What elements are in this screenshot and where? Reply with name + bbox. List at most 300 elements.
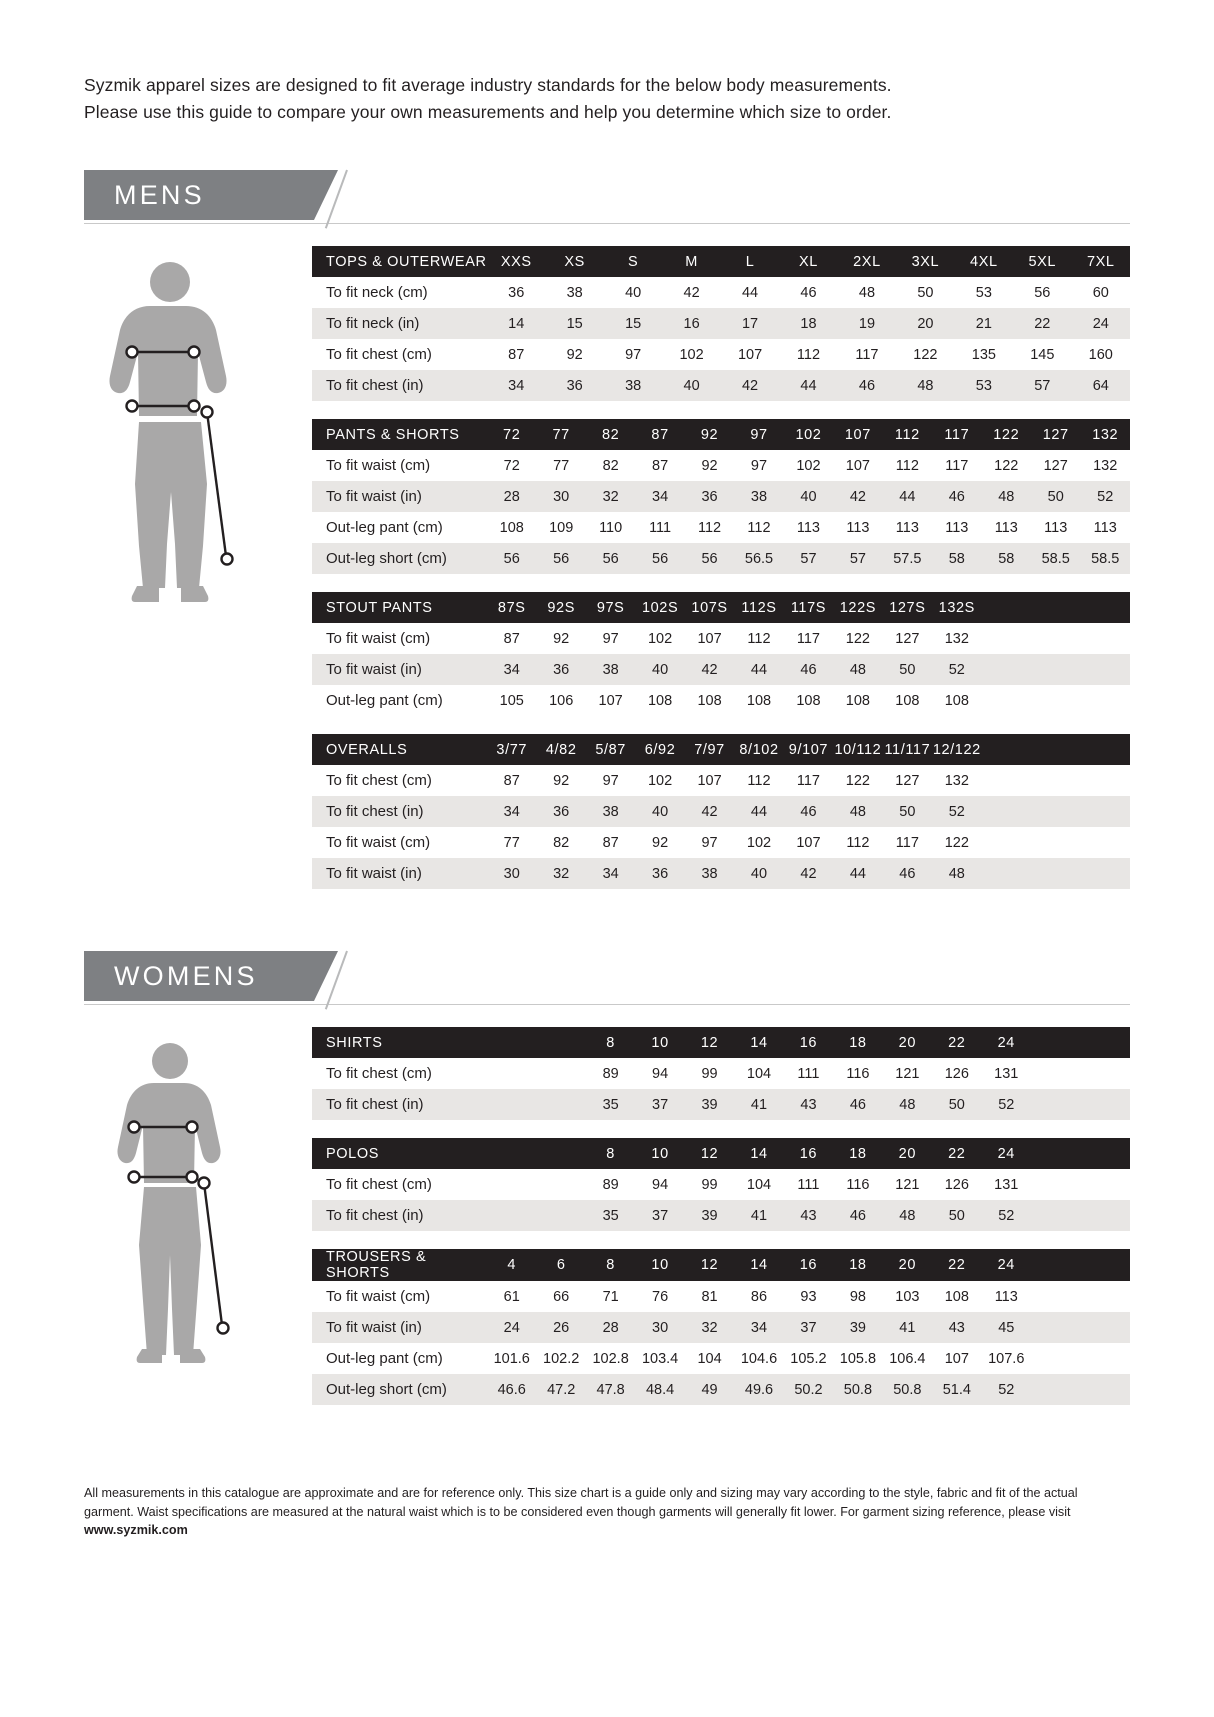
- table-trousers-shorts: [312, 1249, 1130, 1405]
- table-header-row: [312, 1138, 1130, 1169]
- column-header: 112S: [734, 592, 783, 623]
- cell: 38: [586, 654, 635, 685]
- column-header: L: [721, 246, 779, 277]
- column-header: 22: [932, 1027, 981, 1058]
- cell: 97: [586, 623, 635, 654]
- column-header-empty: [982, 734, 1031, 765]
- cell: 58.5: [1080, 543, 1130, 574]
- cell: 57: [784, 543, 833, 574]
- cell-empty: [982, 796, 1031, 827]
- cell: 117: [838, 339, 896, 370]
- cell-empty: [1031, 796, 1080, 827]
- cell: 41: [734, 1200, 783, 1231]
- cell: 57: [833, 543, 882, 574]
- row-label: To fit chest (in): [312, 796, 487, 827]
- cell: 46: [883, 858, 932, 889]
- cell: 127: [883, 765, 932, 796]
- cell: 40: [635, 654, 684, 685]
- column-header: 16: [784, 1138, 833, 1169]
- column-header: 107: [833, 419, 882, 450]
- cell-empty: [982, 685, 1031, 716]
- column-header: XXS: [487, 246, 545, 277]
- cell: 38: [604, 370, 662, 401]
- cell: 89: [586, 1169, 635, 1200]
- cell: 113: [1080, 512, 1130, 543]
- cell: 24: [487, 1312, 536, 1343]
- column-header: 7/97: [685, 734, 734, 765]
- table-stout-pants: [312, 592, 1130, 716]
- cell: 97: [734, 450, 783, 481]
- table-title: TROUSERS & SHORTS: [312, 1249, 487, 1281]
- mens-section-body: [84, 246, 1130, 907]
- column-header: 127: [1031, 419, 1080, 450]
- cell: [536, 1169, 585, 1200]
- table-row: [312, 827, 1130, 858]
- cell: 34: [487, 796, 536, 827]
- cell: 41: [734, 1089, 783, 1120]
- cell: 39: [685, 1200, 734, 1231]
- cell: 92: [685, 450, 734, 481]
- cell: 104: [734, 1058, 783, 1089]
- cell: 116: [833, 1058, 882, 1089]
- cell: 57.5: [883, 543, 932, 574]
- cell: 50.8: [833, 1374, 882, 1405]
- cell: 42: [833, 481, 882, 512]
- cell: 103: [883, 1281, 932, 1312]
- cell: 112: [734, 765, 783, 796]
- cell: 113: [833, 512, 882, 543]
- column-header: 132: [1080, 419, 1130, 450]
- cell: 48: [883, 1200, 932, 1231]
- cell: 52: [982, 1200, 1031, 1231]
- cell: 92: [536, 765, 585, 796]
- cell: 32: [586, 481, 635, 512]
- row-label: To fit waist (in): [312, 1312, 487, 1343]
- cell: 97: [586, 765, 635, 796]
- cell: 107: [833, 450, 882, 481]
- cell-empty: [1031, 685, 1080, 716]
- cell: 93: [784, 1281, 833, 1312]
- cell: 104: [734, 1169, 783, 1200]
- cell: 56: [685, 543, 734, 574]
- table-shirts: [312, 1027, 1130, 1120]
- cell: 117: [784, 623, 833, 654]
- column-header: 4: [487, 1249, 536, 1281]
- cell: 32: [536, 858, 585, 889]
- column-header: 12: [685, 1027, 734, 1058]
- cell: 108: [487, 512, 536, 543]
- table-row: [312, 858, 1130, 889]
- banner-rule: [84, 1004, 1130, 1005]
- cell: 112: [734, 623, 783, 654]
- cell: 121: [883, 1058, 932, 1089]
- cell: 50: [932, 1089, 981, 1120]
- row-label: To fit waist (in): [312, 481, 487, 512]
- cell: 48: [833, 796, 882, 827]
- column-header-empty: [1080, 1138, 1130, 1169]
- cell: 56: [536, 543, 585, 574]
- row-label: Out-leg pant (cm): [312, 685, 487, 716]
- cell: 37: [784, 1312, 833, 1343]
- cell: 105.2: [784, 1343, 833, 1374]
- cell: 122: [896, 339, 954, 370]
- cell: 56: [1013, 277, 1071, 308]
- cell: 113: [982, 512, 1031, 543]
- womens-section-body: [84, 1027, 1130, 1423]
- cell: 44: [721, 277, 779, 308]
- cell: 107.6: [982, 1343, 1031, 1374]
- cell: 38: [545, 277, 603, 308]
- table-title: SHIRTS: [312, 1027, 487, 1058]
- mens-figure: [84, 246, 304, 907]
- cell-empty: [1031, 654, 1080, 685]
- cell: 77: [487, 827, 536, 858]
- cell: 40: [784, 481, 833, 512]
- cell: 87: [487, 339, 545, 370]
- cell: 37: [635, 1200, 684, 1231]
- womens-tables: [304, 1027, 1130, 1423]
- table-header-row: [312, 419, 1130, 450]
- column-header: 8: [586, 1138, 635, 1169]
- cell: 104.6: [734, 1343, 783, 1374]
- cell: 50.8: [883, 1374, 932, 1405]
- cell: 53: [955, 370, 1013, 401]
- cell: 22: [1013, 308, 1071, 339]
- column-header: 10: [635, 1138, 684, 1169]
- cell: 104: [685, 1343, 734, 1374]
- cell: 44: [883, 481, 932, 512]
- cell: 46: [838, 370, 896, 401]
- cell: 126: [932, 1058, 981, 1089]
- cell: 81: [685, 1281, 734, 1312]
- column-header: 9/107: [784, 734, 833, 765]
- column-header: 24: [982, 1138, 1031, 1169]
- table-polos: [312, 1138, 1130, 1231]
- row-label: To fit waist (cm): [312, 827, 487, 858]
- column-header-empty: [1080, 1249, 1130, 1281]
- cell: 43: [784, 1089, 833, 1120]
- column-header: 4/82: [536, 734, 585, 765]
- cell: 50: [932, 1200, 981, 1231]
- cell: 105.8: [833, 1343, 882, 1374]
- cell: 40: [734, 858, 783, 889]
- table-row: [312, 796, 1130, 827]
- cell: 76: [635, 1281, 684, 1312]
- table-row: [312, 543, 1130, 574]
- column-header-empty: [1080, 592, 1130, 623]
- cell-empty: [1080, 685, 1130, 716]
- cell: 107: [932, 1343, 981, 1374]
- mens-tables: [304, 246, 1130, 907]
- cell-empty: [1031, 1281, 1080, 1312]
- cell-empty: [982, 827, 1031, 858]
- cell: 127: [883, 623, 932, 654]
- column-header: 10/112: [833, 734, 882, 765]
- table-overalls: [312, 734, 1130, 889]
- table-title: OVERALLS: [312, 734, 487, 765]
- table-title: TOPS & OUTERWEAR: [312, 246, 487, 277]
- cell: [536, 1200, 585, 1231]
- cell: 48: [932, 858, 981, 889]
- column-header: 20: [883, 1138, 932, 1169]
- cell: 24: [1072, 308, 1130, 339]
- cell: 117: [883, 827, 932, 858]
- column-header: M: [662, 246, 720, 277]
- cell: 34: [487, 654, 536, 685]
- cell-empty: [1031, 1374, 1080, 1405]
- cell: 99: [685, 1169, 734, 1200]
- column-header: 122: [982, 419, 1031, 450]
- cell: 52: [982, 1089, 1031, 1120]
- cell: 48.4: [635, 1374, 684, 1405]
- cell: 72: [487, 450, 536, 481]
- cell-empty: [1031, 1089, 1080, 1120]
- cell: 57: [1013, 370, 1071, 401]
- cell-empty: [1031, 827, 1080, 858]
- row-label: To fit chest (in): [312, 1089, 487, 1120]
- column-header: 4XL: [955, 246, 1013, 277]
- cell: 71: [586, 1281, 635, 1312]
- cell-empty: [1080, 1200, 1130, 1231]
- cell-empty: [1031, 1200, 1080, 1231]
- cell: 87: [586, 827, 635, 858]
- cell-empty: [982, 623, 1031, 654]
- cell-empty: [982, 765, 1031, 796]
- cell: 102.8: [586, 1343, 635, 1374]
- cell: 127: [1031, 450, 1080, 481]
- cell: 34: [734, 1312, 783, 1343]
- column-header: 12/122: [932, 734, 981, 765]
- column-header: 5XL: [1013, 246, 1071, 277]
- mens-section-banner: [84, 170, 1130, 232]
- table-header-row: [312, 734, 1130, 765]
- cell: 15: [545, 308, 603, 339]
- cell: 102: [734, 827, 783, 858]
- cell: 94: [635, 1169, 684, 1200]
- cell: 56: [586, 543, 635, 574]
- table-header-row: [312, 1249, 1130, 1281]
- cell: 102: [662, 339, 720, 370]
- cell: 121: [883, 1169, 932, 1200]
- row-label: To fit waist (cm): [312, 450, 487, 481]
- cell: 42: [784, 858, 833, 889]
- cell: 30: [536, 481, 585, 512]
- cell: 87: [487, 623, 536, 654]
- column-header: [536, 1027, 585, 1058]
- cell-empty: [982, 654, 1031, 685]
- column-header-empty: [982, 592, 1031, 623]
- cell: 40: [662, 370, 720, 401]
- mens-banner-label: MENS: [114, 179, 205, 210]
- cell: 102: [635, 623, 684, 654]
- cell: 38: [586, 796, 635, 827]
- cell: 36: [536, 796, 585, 827]
- column-header: 3XL: [896, 246, 954, 277]
- cell: 111: [635, 512, 684, 543]
- cell-empty: [1080, 796, 1130, 827]
- column-header: 8: [586, 1249, 635, 1281]
- cell-empty: [1031, 858, 1080, 889]
- cell: 36: [685, 481, 734, 512]
- column-header: 117: [932, 419, 981, 450]
- cell: 122: [833, 623, 882, 654]
- cell: 107: [586, 685, 635, 716]
- cell: 35: [586, 1200, 635, 1231]
- cell: 36: [536, 654, 585, 685]
- cell: 28: [586, 1312, 635, 1343]
- cell: 107: [685, 765, 734, 796]
- cell: 116: [833, 1169, 882, 1200]
- cell: 34: [586, 858, 635, 889]
- cell-empty: [1031, 1058, 1080, 1089]
- womens-figure: [84, 1027, 304, 1423]
- cell: 87: [635, 450, 684, 481]
- column-header-empty: [1031, 592, 1080, 623]
- cell: 56.5: [734, 543, 783, 574]
- cell: 52: [932, 796, 981, 827]
- column-header: 10: [635, 1249, 684, 1281]
- cell: 50: [896, 277, 954, 308]
- cell: 132: [1080, 450, 1130, 481]
- cell: 99: [685, 1058, 734, 1089]
- row-label: To fit chest (cm): [312, 765, 487, 796]
- mens-banner: [84, 170, 314, 220]
- cell: 102.2: [536, 1343, 585, 1374]
- column-header: XS: [545, 246, 603, 277]
- column-header: 8: [586, 1027, 635, 1058]
- column-header: 20: [883, 1027, 932, 1058]
- column-header-empty: [1080, 734, 1130, 765]
- cell: 145: [1013, 339, 1071, 370]
- column-header: 6/92: [635, 734, 684, 765]
- table-row: [312, 623, 1130, 654]
- cell: 46: [784, 796, 833, 827]
- column-header-empty: [1080, 1027, 1130, 1058]
- table-header-row: [312, 246, 1130, 277]
- table-row: [312, 1169, 1130, 1200]
- table-row: [312, 1089, 1130, 1120]
- cell: 34: [635, 481, 684, 512]
- column-header-empty: [1031, 1249, 1080, 1281]
- male-body-measurement-diagram: [94, 256, 294, 616]
- cell: 108: [932, 1281, 981, 1312]
- cell: 122: [932, 827, 981, 858]
- cell-empty: [1031, 1343, 1080, 1374]
- column-header: 6: [536, 1249, 585, 1281]
- cell: 58: [982, 543, 1031, 574]
- cell: 30: [487, 858, 536, 889]
- cell: 49: [685, 1374, 734, 1405]
- column-header: 112: [883, 419, 932, 450]
- cell: 77: [536, 450, 585, 481]
- column-header: 5/87: [586, 734, 635, 765]
- table-tops-outerwear: [312, 246, 1130, 401]
- column-header: 82: [586, 419, 635, 450]
- cell: 45: [982, 1312, 1031, 1343]
- column-header: XL: [779, 246, 837, 277]
- cell: 42: [685, 796, 734, 827]
- female-body-measurement-diagram: [94, 1037, 294, 1387]
- cell: 44: [734, 796, 783, 827]
- column-header: 18: [833, 1027, 882, 1058]
- cell: 39: [685, 1089, 734, 1120]
- cell: 18: [779, 308, 837, 339]
- cell: 50: [883, 796, 932, 827]
- column-header: 92: [685, 419, 734, 450]
- row-label: To fit neck (in): [312, 308, 487, 339]
- cell: 108: [734, 685, 783, 716]
- cell: 46: [784, 654, 833, 685]
- cell: 51.4: [932, 1374, 981, 1405]
- cell: 113: [883, 512, 932, 543]
- table-row: [312, 512, 1130, 543]
- cell: 20: [896, 308, 954, 339]
- row-label: Out-leg pant (cm): [312, 1343, 487, 1374]
- cell: 48: [838, 277, 896, 308]
- column-header: 12: [685, 1249, 734, 1281]
- cell: 50.2: [784, 1374, 833, 1405]
- cell: 111: [784, 1169, 833, 1200]
- cell-empty: [1031, 623, 1080, 654]
- row-label: To fit chest (cm): [312, 1058, 487, 1089]
- cell: 48: [982, 481, 1031, 512]
- column-header: 7XL: [1072, 246, 1130, 277]
- column-header: 97: [734, 419, 783, 450]
- column-header: 16: [784, 1249, 833, 1281]
- table-title: POLOS: [312, 1138, 487, 1169]
- cell: 44: [779, 370, 837, 401]
- cell: 46: [833, 1089, 882, 1120]
- table-header-row: [312, 592, 1130, 623]
- column-header: 127S: [883, 592, 932, 623]
- cell: 40: [635, 796, 684, 827]
- cell: 16: [662, 308, 720, 339]
- cell: 47.8: [586, 1374, 635, 1405]
- cell: 97: [685, 827, 734, 858]
- cell: 86: [734, 1281, 783, 1312]
- cell-empty: [1031, 765, 1080, 796]
- column-header: 8/102: [734, 734, 783, 765]
- cell: 113: [784, 512, 833, 543]
- row-label: To fit chest (in): [312, 1200, 487, 1231]
- cell: 35: [586, 1089, 635, 1120]
- column-header: 87: [635, 419, 684, 450]
- column-header: 87S: [487, 592, 536, 623]
- cell: 82: [536, 827, 585, 858]
- column-header: 117S: [784, 592, 833, 623]
- cell: 44: [833, 858, 882, 889]
- cell: 102: [635, 765, 684, 796]
- row-label: To fit waist (cm): [312, 623, 487, 654]
- cell: 117: [784, 765, 833, 796]
- cell: 52: [982, 1374, 1031, 1405]
- cell: 58: [932, 543, 981, 574]
- cell: 106.4: [883, 1343, 932, 1374]
- column-header: 14: [734, 1138, 783, 1169]
- table-title: PANTS & SHORTS: [312, 419, 487, 450]
- cell: 49.6: [734, 1374, 783, 1405]
- table-row: [312, 481, 1130, 512]
- cell: 132: [932, 623, 981, 654]
- cell: 43: [932, 1312, 981, 1343]
- cell: 32: [685, 1312, 734, 1343]
- column-header: 18: [833, 1249, 882, 1281]
- cell: 108: [833, 685, 882, 716]
- cell: 160: [1072, 339, 1130, 370]
- cell: 58.5: [1031, 543, 1080, 574]
- column-header: 20: [883, 1249, 932, 1281]
- cell: 97: [604, 339, 662, 370]
